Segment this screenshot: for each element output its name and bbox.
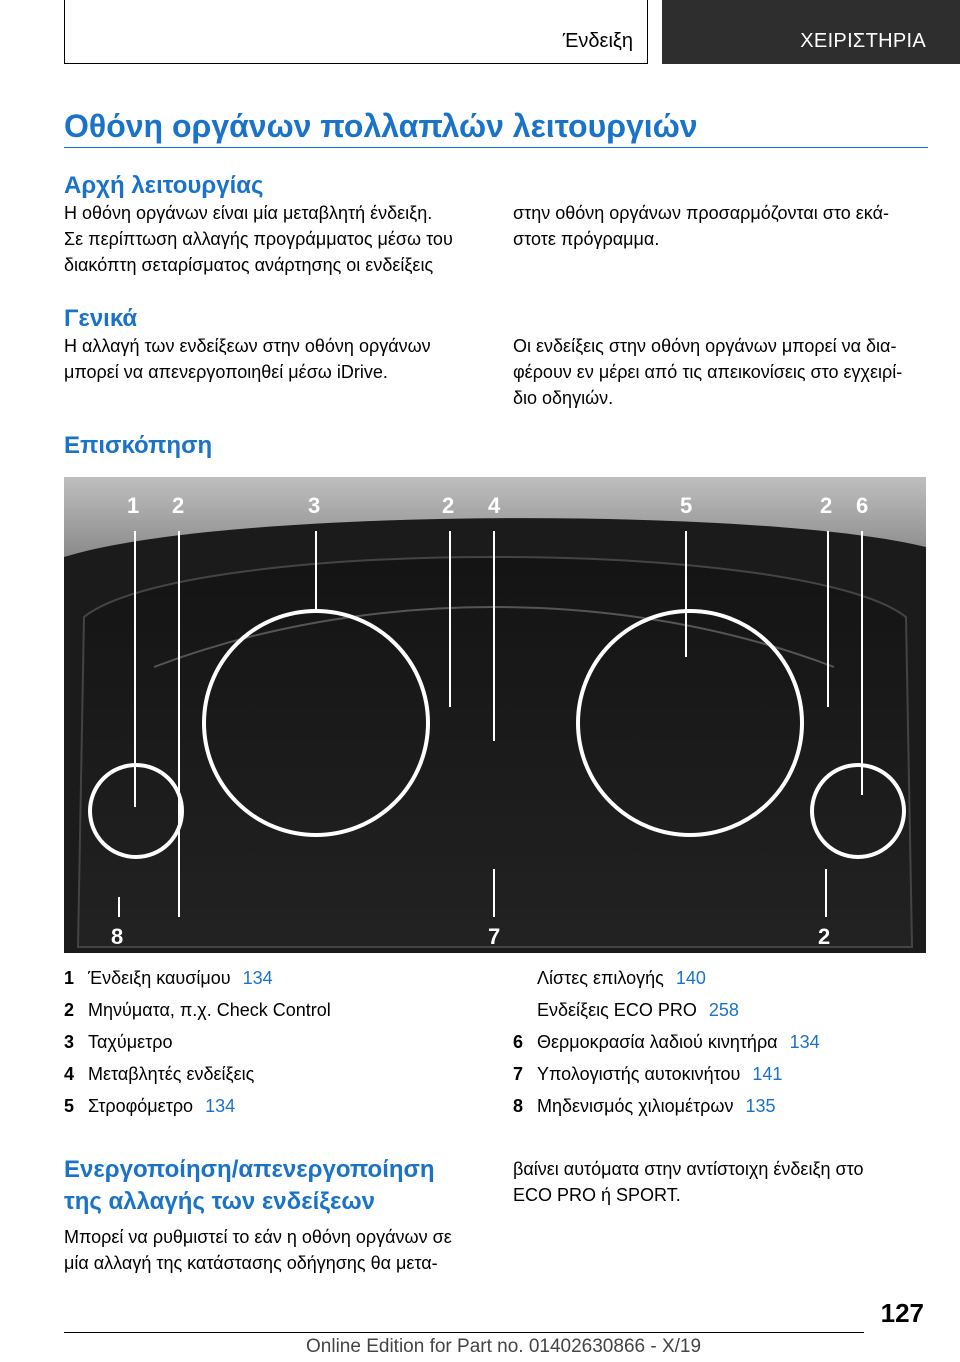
general-text-right: Οι ενδείξεις στην οθόνη οργάνων μπορεί να δια- φέρουν εν μέρει από τις απεικονίσεις στο εγχειρί- διο οδηγιών. bbox=[513, 336, 903, 408]
principle-text-right: στην οθόνη οργάνων προσαρμόζονται στο εκά- στοτε πρόγραμμα. bbox=[513, 203, 889, 249]
general-text-left: Η αλλαγή των ενδείξεων στην οθόνη οργάνων μπορεί να απενεργοποιηθεί μέσω iDrive. bbox=[64, 336, 431, 382]
legend-item: 4 Μεταβλητές ενδείξεις bbox=[64, 1064, 255, 1084]
principle-text-left: Η οθόνη οργάνων είναι μία μεταβλητή ένδειξη. Σε περίπτωση αλλαγής προγράμματος μέσω του διακόπτη σεταρίσματος ανάρτησης οι ενδείξεις bbox=[64, 203, 453, 275]
callout-label: 2 bbox=[818, 924, 831, 949]
instrument-cluster-image bbox=[64, 477, 926, 953]
callout-label: 2 bbox=[442, 493, 455, 518]
title-rule bbox=[64, 147, 928, 148]
footer-text: Online Edition for Part no. 01402630866 - X/19 bbox=[306, 1336, 702, 1357]
callout-label: 2 bbox=[820, 493, 833, 518]
legend-item: 6 Θερμοκρασία λαδιού κινητήρα 134 bbox=[513, 1032, 820, 1052]
page-number: 127 bbox=[880, 1298, 924, 1328]
callout-label: 3 bbox=[308, 493, 321, 518]
callout-label: 7 bbox=[488, 924, 501, 949]
legend-item: 7 Υπολογιστής αυτοκινήτου 141 bbox=[513, 1064, 783, 1084]
callout-label: 2 bbox=[172, 493, 185, 518]
activation-heading-line2: της αλλαγής των ενδείξεων bbox=[64, 1188, 375, 1215]
legend-right bbox=[513, 962, 933, 1122]
header-section-tab bbox=[64, 0, 648, 64]
legend-item: 8 Μηδενισμός χιλιομέτρων 135 bbox=[513, 1096, 776, 1116]
legend-item: 1 Ένδειξη καυσίμου 134 bbox=[64, 968, 273, 988]
page-title: Οθόνη οργάνων πολλαπλών λειτουργιών bbox=[64, 108, 698, 144]
callout-label: 8 bbox=[111, 924, 124, 949]
legend-left bbox=[64, 962, 504, 1122]
activation-text-right: βαίνει αυτόματα στην αντίστοιχη ένδειξη στο ECO PRO ή SPORT. bbox=[513, 1159, 864, 1205]
activation-heading-line1: Ενεργοποίηση/απενεργοποίηση bbox=[64, 1156, 435, 1183]
callout-label: 4 bbox=[488, 493, 501, 518]
legend-item: 3 Ταχύμετρο bbox=[64, 1032, 173, 1052]
header-chapter-tab bbox=[662, 0, 960, 64]
footer-rule bbox=[64, 1332, 864, 1333]
callout-label: 1 bbox=[127, 493, 140, 518]
general-heading: Γενικά bbox=[64, 305, 138, 332]
principle-heading: Αρχή λειτουργίας bbox=[64, 172, 264, 199]
callout-label: 5 bbox=[680, 493, 693, 518]
legend-item: Λίστες επιλογής 140 bbox=[537, 968, 706, 988]
callout-label: 6 bbox=[856, 493, 869, 518]
overview-heading: Επισκόπηση bbox=[64, 432, 213, 459]
legend-item: 2 Μηνύματα, π.χ. Check Control bbox=[64, 1000, 331, 1020]
header-chapter-label: ΧΕΙΡΙΣΤΗΡΙΑ bbox=[800, 30, 926, 52]
header-section-label: Ένδειξη bbox=[562, 30, 633, 52]
activation-text-left: Μπορεί να ρυθμιστεί το εάν η οθόνη οργάνων σε μία αλλαγή της κατάστασης οδήγησης θα μετα- bbox=[64, 1227, 452, 1273]
legend-item: 5 Στροφόμετρο 134 bbox=[64, 1096, 236, 1116]
legend-item: Ενδείξεις ECO PRO 258 bbox=[537, 1000, 739, 1020]
